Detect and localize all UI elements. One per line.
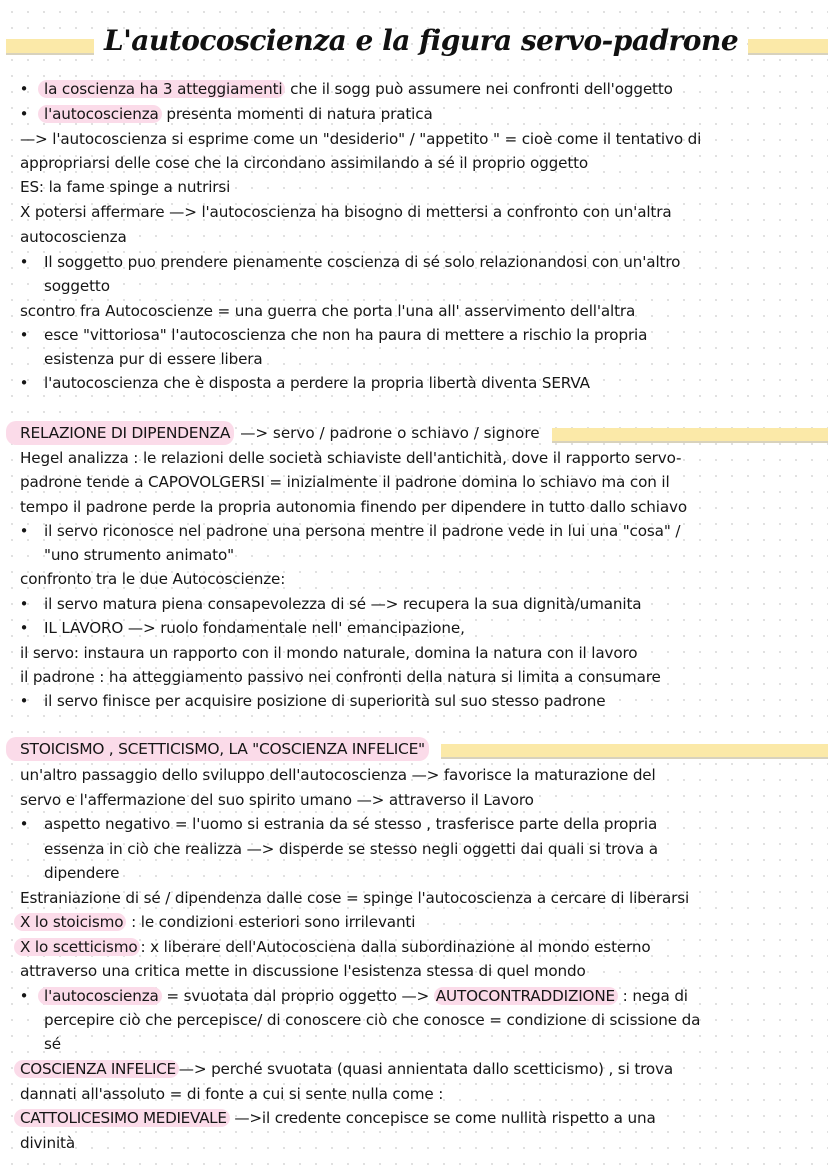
line-text: —> perché svuotata (quasi annientata dallo scetticismo) , si trova: [178, 1060, 674, 1078]
list-item-continuation: "uno strumento animato": [44, 546, 234, 564]
bullet-icon: •: [19, 619, 29, 637]
title-marker-left: [6, 39, 94, 53]
text-line: padrone tende a CAPOVOLGERSI = inizialmente il padrone domina lo schiavo ma con il: [20, 473, 670, 491]
line-text: Il soggetto puo prendere pienamente coscienza di sé solo relazionandosi con un'altro: [44, 253, 681, 271]
line-text: il servo matura piena consapevolezza di sé —> recupera la sua dignità/umanita: [44, 595, 642, 613]
text-line: attraverso una critica mette in discussione l'esistenza stessa di quel mondo: [20, 962, 586, 980]
text-line: [20, 910, 812, 935]
list-item: [19, 592, 812, 617]
bullet-icon: •: [19, 326, 29, 344]
page-title: L'autocoscienza e la figura servo-padrone: [104, 23, 739, 57]
title-row: [0, 18, 828, 62]
section-heading-stoicismo: [0, 737, 828, 761]
list-item-continuation: essenza in ciò che realizza —> disperde se stesso negli oggetti dai quali si trova a: [44, 840, 658, 858]
list-item: [19, 689, 812, 714]
text-line: [20, 1106, 812, 1131]
text-line: Estraniazione di sé / dipendenza dalle cose = spinge l'autocoscienza a cercare di liberarsi: [20, 889, 690, 907]
highlighted-text: CATTOLICESIMO MEDIEVALE: [14, 1109, 230, 1127]
section-heading-text: STOICISMO , SCETTICISMO, LA "COSCIENZA INFELICE": [6, 737, 429, 761]
list-item-continuation: percepire ciò che percepisce/ di conoscere ciò che conosce = condizione di scissione da: [44, 1011, 701, 1029]
text-line: appropriarsi delle cose che la circondano assimilando a sé il proprio oggetto: [20, 154, 589, 172]
line-text: aspetto negativo = l'uomo si estrania da sé stesso , trasferisce parte della propria: [44, 815, 658, 833]
line-text: esce "vittoriosa" l'autocoscienza che non ha paura di mettere a rischio la propria: [44, 326, 648, 344]
text-line: [20, 935, 812, 960]
section-heading-text: RELAZIONE DI DIPENDENZA: [6, 421, 234, 445]
line-text: : le condizioni esteriori sono irrilevanti: [126, 913, 416, 931]
bullet-icon: •: [19, 80, 29, 98]
text-line: ES: la fame spinge a nutrirsi: [20, 178, 231, 196]
line-text: il servo finisce per acquisire posizione di superiorità sul suo stesso padrone: [44, 692, 606, 710]
section-heading-rest: —> servo / padrone o schiavo / signore: [240, 424, 540, 442]
highlighted-text: X lo stoicismo: [14, 913, 126, 931]
text-line: autocoscienza: [20, 228, 127, 246]
list-item-continuation: soggetto: [44, 277, 110, 295]
text-line: servo e l'affermazione del suo spirito umano —> attraverso il Lavoro: [20, 791, 534, 809]
list-item: [19, 519, 812, 544]
text-line: un'altro passaggio dello sviluppo dell'autocoscienza —> favorisce la maturazione del: [20, 766, 656, 784]
line-text: : nega di: [618, 987, 688, 1005]
highlighted-text: X lo scetticismo: [14, 938, 140, 956]
list-item: [19, 102, 812, 127]
text-line: il padrone : ha atteggiamento passivo nei confronti della natura si limita a consumare: [20, 668, 661, 686]
text-line: [20, 1057, 812, 1082]
list-item: [19, 616, 812, 641]
text-line: il servo: instaura un rapporto con il mondo naturale, domina la natura con il lavoro: [20, 644, 638, 662]
text-line: divinità: [20, 1134, 75, 1152]
text-line: X potersi affermare —> l'autocoscienza ha bisogno di mettersi a confronto con un'altra: [20, 203, 672, 221]
highlighted-text: l'autocoscienza: [38, 987, 162, 1005]
line-text: l'autocoscienza che è disposta a perdere la propria libertà diventa SERVA: [44, 374, 590, 392]
list-item-continuation: esistenza pur di essere libera: [44, 350, 263, 368]
text-line: confronto tra le due Autocoscienze:: [20, 570, 286, 588]
bullet-icon: •: [19, 374, 29, 392]
text-line: Hegel analizza : le relazioni delle società schiaviste dell'antichità, dove il rapporto servo-: [20, 449, 682, 467]
bullet-icon: •: [19, 595, 29, 613]
text-line: tempo il padrone perde la propria autonomia finendo per dipendere in tutto dallo schiavo: [20, 498, 687, 516]
bullet-icon: •: [19, 987, 29, 1005]
heading-marker: [552, 428, 828, 441]
bullet-icon: •: [19, 522, 29, 540]
list-item: [19, 812, 812, 837]
highlighted-text: COSCIENZA INFELICE: [14, 1060, 179, 1078]
text-line: —> l'autocoscienza si esprime come un "desiderio" / "appetito " = cioè come il tentativo di: [20, 130, 702, 148]
heading-marker: [441, 744, 828, 757]
list-item-continuation: dipendere: [44, 864, 120, 882]
text-line: scontro fra Autocoscienze = una guerra che porta l'una all' asservimento dell'altra: [20, 302, 636, 320]
bullet-icon: •: [19, 105, 29, 123]
section-heading-relazione: [0, 421, 828, 445]
text-line: dannati all'assoluto = di fonte a cui si sente nulla come :: [20, 1085, 444, 1103]
list-item: [19, 984, 812, 1009]
highlighted-text: l'autocoscienza: [38, 105, 162, 123]
list-item: [19, 323, 812, 348]
list-item: [19, 77, 812, 102]
list-item: [19, 250, 812, 275]
line-text: = svuotata dal proprio oggetto —>: [161, 987, 434, 1005]
list-item-continuation: sé: [44, 1035, 61, 1053]
title-marker-right: [748, 39, 828, 53]
bullet-icon: •: [19, 253, 29, 271]
line-text: presenta momenti di natura pratica: [161, 105, 433, 123]
highlighted-text: la coscienza ha 3 atteggiamenti: [38, 80, 285, 98]
bullet-icon: •: [19, 815, 29, 833]
line-text: IL LAVORO —> ruolo fondamentale nell' emancipazione,: [44, 619, 465, 637]
line-text: —>il credente concepisce se come nullità rispetto a una: [229, 1109, 656, 1127]
line-text: il servo riconosce nel padrone una persona mentre il padrone vede in lui una "cosa" /: [44, 522, 681, 540]
highlighted-text: AUTOCONTRADDIZIONE: [434, 987, 618, 1005]
list-item: [19, 371, 812, 396]
line-text: che il sogg può assumere nei confronti dell'oggetto: [285, 80, 673, 98]
line-text: : x liberare dell'Autocosciena dalla subordinazione al mondo esterno: [140, 938, 651, 956]
bullet-icon: •: [19, 692, 29, 710]
